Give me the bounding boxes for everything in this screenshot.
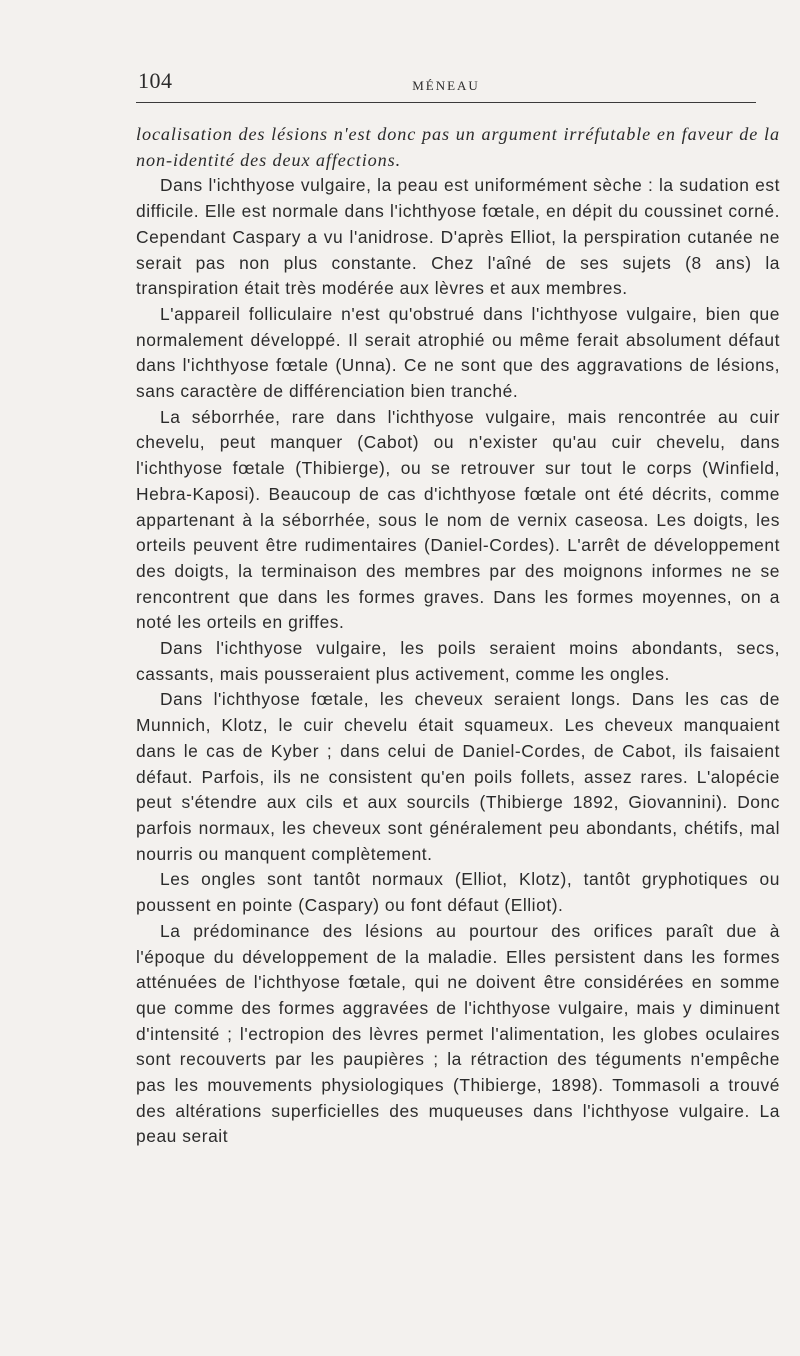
paragraph-sudation: Dans l'ichthyose vulgaire, la peau est uniformément sèche : la sudation est difficile. Elle est normale dans l'ichthyose fœtale, en dépit du coussinet corné. Cependant Caspary a vu l'anidrose. D'après Elliot, la perspiration cutanée ne serait pas non plus constante. Chez l'aîné de ses sujets (8 ans) la transpiration était très modérée aux lèvres et aux membres. — [136, 175, 780, 299]
paragraph-nails: Les ongles sont tantôt normaux (Elliot, Klotz), tantôt gryphotiques ou poussent en pointe (Caspary) ou font défaut (Elliot). — [136, 869, 780, 916]
paragraph-hair-fetal: Dans l'ichthyose fœtale, les cheveux seraient longs. Dans les cas de Munnich, Klotz, le cuir chevelu était squameux. Les cheveux manquaient dans le cas de Kyber ; dans celui de Daniel-Cordes, de Cabot, ils faisaient défaut. Parfois, ils ne consistent qu'en poils follets, assez rares. L'alopécie peut s'étendre aux cils et aux sourcils (Thibierge 1892, Giovannini). Donc parfois normaux, les cheveux sont généralement peu abondants, chétifs, mal nourris ou manquent complètement. — [136, 689, 780, 864]
page-number: 104 — [138, 68, 173, 93]
running-title: MÉNEAU — [412, 78, 480, 93]
paragraph-hair-vulgaris: Dans l'ichthyose vulgaire, les poils seraient moins abondants, secs, cassants, mais pousseraient plus activement, comme les ongles. — [136, 638, 780, 684]
paragraph-continuation: localisation des lésions n'est donc pas un argument irréfutable en faveur de la non-identité des deux affections. — [136, 124, 780, 170]
page-header — [136, 66, 756, 103]
paragraph-follicular-apparatus: L'appareil folliculaire n'est qu'obstrué dans l'ichthyose vulgaire, bien que normalement développé. Il serait atrophié ou même ferait absolument défaut dans l'ichthyose fœtale (Unna). Ce ne sont que des aggravations de lésions, sans caractère de différenciation bien tranché. — [136, 303, 780, 402]
paragraph-seborrhea: La séborrhée, rare dans l'ichthyose vulgaire, mais rencontrée au cuir chevelu, peut manquer (Cabot) ou n'exister qu'au cuir chevelu, dans l'ichthyose fœtale (Thibierge), ou se retrouver sur tout le corps (Winfield, Hebra-Kaposi). Beaucoup de cas d'ichthyose fœtale ont été décrits, comme appartenant à la séborrhée, sous le nom de vernix caseosa. Les doigts, les orteils peuvent être rudimentaires (Daniel-Cordes). L'arrêt de développement des doigts, la terminaison des membres par des moignons informes ne se rencontrent que dans les formes graves. Dans les formes moyennes, on a noté les orteils en griffes. — [136, 406, 780, 633]
paragraph-orifices: La prédominance des lésions au pourtour des orifices paraît due à l'époque du développement de la maladie. Elles persistent dans les formes atténuées de l'ichthyose fœtale, qui ne doivent être considérées en somme que comme des formes aggravées de l'ichthyose vulgaire, mais y diminuent d'intensité ; l'ectropion des lèvres permet l'alimentation, les globes oculaires sont recouverts par les paupières ; la rétraction des téguments n'empêche pas les mouvements physiologiques (Thibierge, 1898). Tommasoli a trouvé des altérations superficielles des muqueuses dans l'ichthyose vulgaire. La peau serait — [136, 920, 780, 1147]
body-text — [136, 122, 780, 1150]
